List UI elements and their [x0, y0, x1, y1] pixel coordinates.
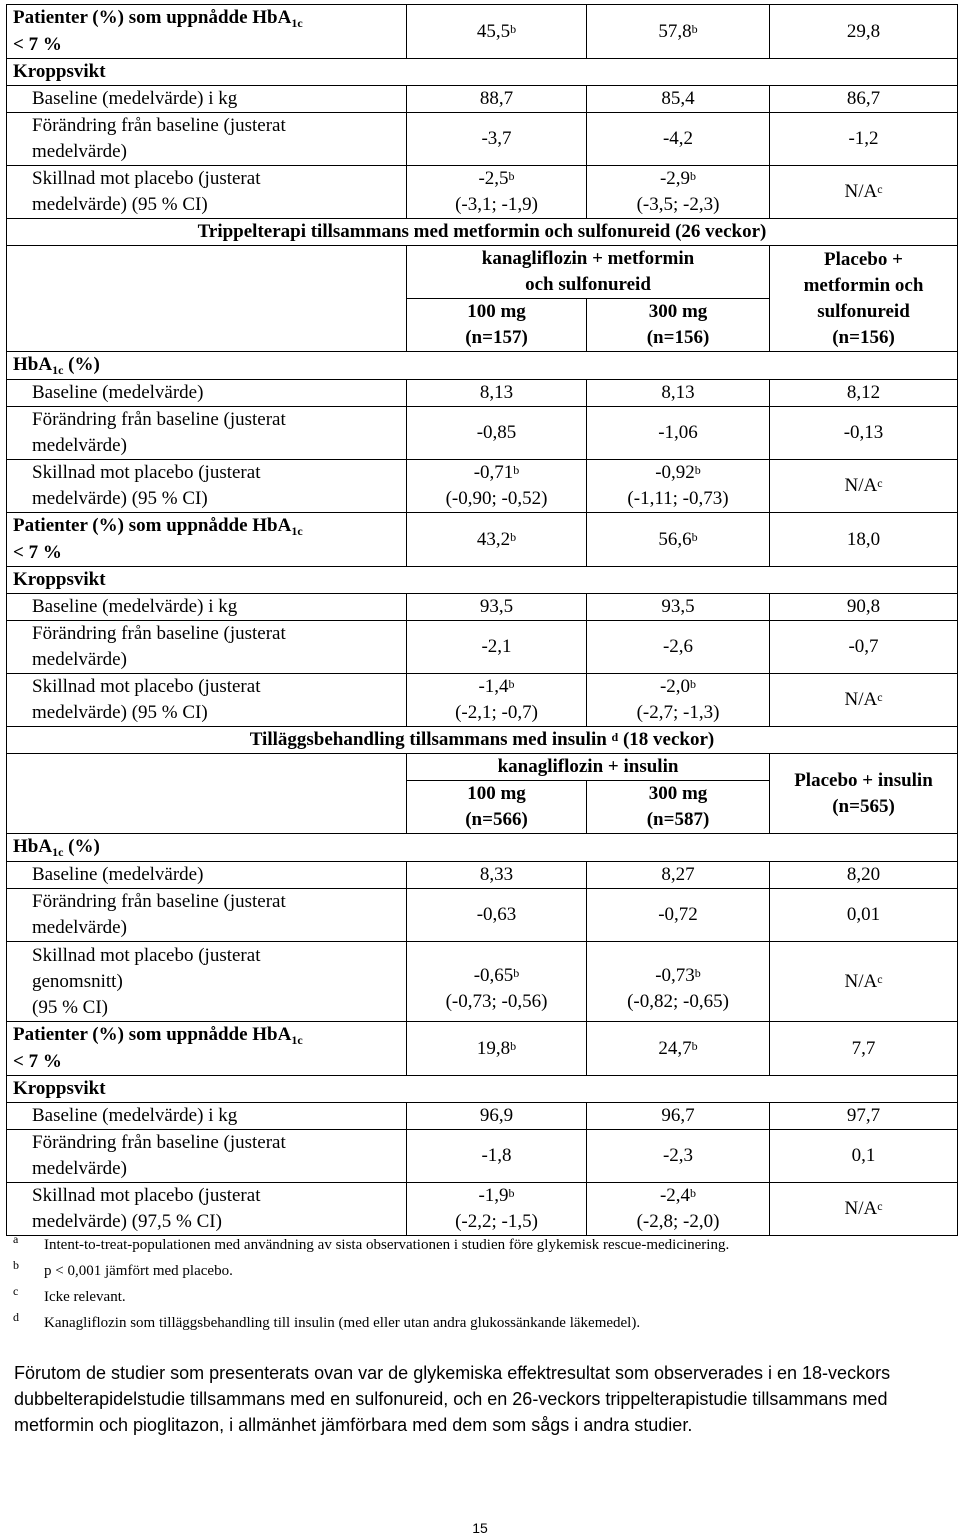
footnote: b p < 0,001 jämfört med placebo.	[13, 1258, 233, 1279]
table-row	[7, 246, 958, 299]
section-title: Trippelterapi tillsammans med metformin och sulfonureid (26 veckor)	[7, 219, 958, 246]
group-header: kanagliflozin + metformin och sulfonureid	[407, 246, 770, 299]
section-heading: HbA$_{1c}$ (%)	[7, 352, 958, 380]
table-row	[7, 834, 958, 862]
column-header: Placebo + insulin (n=565)	[770, 754, 958, 834]
column-header: 100 mg (n=566)	[407, 781, 587, 834]
efficacy-table	[6, 4, 958, 1236]
table-row	[7, 1076, 958, 1103]
column-header: 300 mg (n=587)	[587, 781, 770, 834]
table-row: Skillnad mot placebo (justerat medelvärde) (95 % CI) -0,71$^b$ (-0,90; -0,52) -0,92$^b$ (-1,11; -0,73) $N/A^c$	[7, 460, 958, 513]
section-heading: HbA$_{1c}$ (%)	[7, 834, 958, 862]
table-row: Förändring från baseline (justerat medelvärde) -0,85 -1,06 -0,13	[7, 407, 958, 460]
column-header: 100 mg (n=157)	[407, 299, 587, 352]
table-row	[7, 59, 958, 86]
table-row: Baseline (medelvärde) i kg 96,9 96,7 97,7	[7, 1103, 958, 1130]
table-row: Patienter (%) som uppnådde HbA$_{1c}$ < 7 % 19,8$^b$ 24,7$^b$ 7,7	[7, 1022, 958, 1076]
table-row	[7, 567, 958, 594]
table-row	[7, 219, 958, 246]
group-header: kanagliflozin + insulin	[407, 754, 770, 781]
section-heading: Kroppsvikt	[7, 567, 958, 594]
table-row: Skillnad mot placebo (justerat medelvärde) (95 % CI) -2,5$^b$ (-3,1; -1,9) -2,9$^b$ (-3,5; -2,3) $N/A^c$	[7, 166, 958, 219]
table-row: Baseline (medelvärde) 8,33 8,27 8,20	[7, 862, 958, 889]
column-header: Placebo + metformin och sulfonureid (n=156)	[770, 246, 958, 352]
table-row: Förändring från baseline (justerat medelvärde) -1,8 -2,3 0,1	[7, 1130, 958, 1183]
footnote: d Kanagliflozin som tilläggsbehandling till insulin (med eller utan andra glukossänkande läkemedel).	[13, 1310, 641, 1331]
section-heading: Kroppsvikt	[7, 59, 958, 86]
table-row	[7, 727, 958, 754]
footnotes	[6, 1232, 946, 1336]
table-row: Förändring från baseline (justerat medelvärde) -2,1 -2,6 -0,7	[7, 621, 958, 674]
page-number: 15	[472, 1520, 488, 1536]
table-row	[7, 352, 958, 380]
table-row: Förändring från baseline (justerat medelvärde) -3,7 -4,2 -1,2	[7, 113, 958, 166]
section-title: Tilläggsbehandling tillsammans med insulin $^d$ (18 veckor)	[7, 727, 958, 754]
body-paragraph: Förutom de studier som presenterats ovan var de glykemiska effektresultat som observerades i en 18-veckors dubbelterapidelstudie tillsammans med en sulfonureid, och en 26-veckors trippelterapistudie tillsammans med metformin och pioglitazon, i allmänhet jämförbara med dem som sågs i andra studier.	[14, 1363, 891, 1435]
table-row: Skillnad mot placebo (justerat genomsnitt) (95 % CI) -0,65$^b$ (-0,73; -0,56) -0,73$^b$ (-0,82; -0,65) $N/A^c$	[7, 942, 958, 1022]
table-row	[7, 754, 958, 781]
table-row: Förändring från baseline (justerat medelvärde) -0,63 -0,72 0,01	[7, 889, 958, 942]
row-label: Patienter (%) som uppnådde HbA$_{1c}$ < 7 %	[7, 5, 407, 59]
footnote: a Intent-to-treat-populationen med användning av sista observationen i studien före glykemisk rescue-medicinering.	[13, 1232, 730, 1253]
table-row: Baseline (medelvärde) i kg 93,5 93,5 90,8	[7, 594, 958, 621]
footnote: c Icke relevant.	[13, 1284, 126, 1305]
column-header: 300 mg (n=156)	[587, 299, 770, 352]
table-row: Skillnad mot placebo (justerat medelvärde) (95 % CI) -1,4$^b$ (-2,1; -0,7) -2,0$^b$ (-2,7; -1,3) $N/A^c$	[7, 674, 958, 727]
table-row: Patienter (%) som uppnådde HbA$_{1c}$ < 7 % 43,2$^b$ 56,6$^b$ 18,0	[7, 513, 958, 567]
table-row: Patienter (%) som uppnådde HbA$_{1c}$ < 7 % 45,5$^b$ 57,8$^b$ 29,8	[7, 5, 958, 59]
table-row: Baseline (medelvärde) 8,13 8,13 8,12	[7, 380, 958, 407]
section-heading: Kroppsvikt	[7, 1076, 958, 1103]
table-row: Skillnad mot placebo (justerat medelvärde) (97,5 % CI) -1,9$^b$ (-2,2; -1,5) -2,4$^b$ (-2,8; -2,0) $N/A^c$	[7, 1183, 958, 1236]
table-row: Baseline (medelvärde) i kg 88,7 85,4 86,7	[7, 86, 958, 113]
